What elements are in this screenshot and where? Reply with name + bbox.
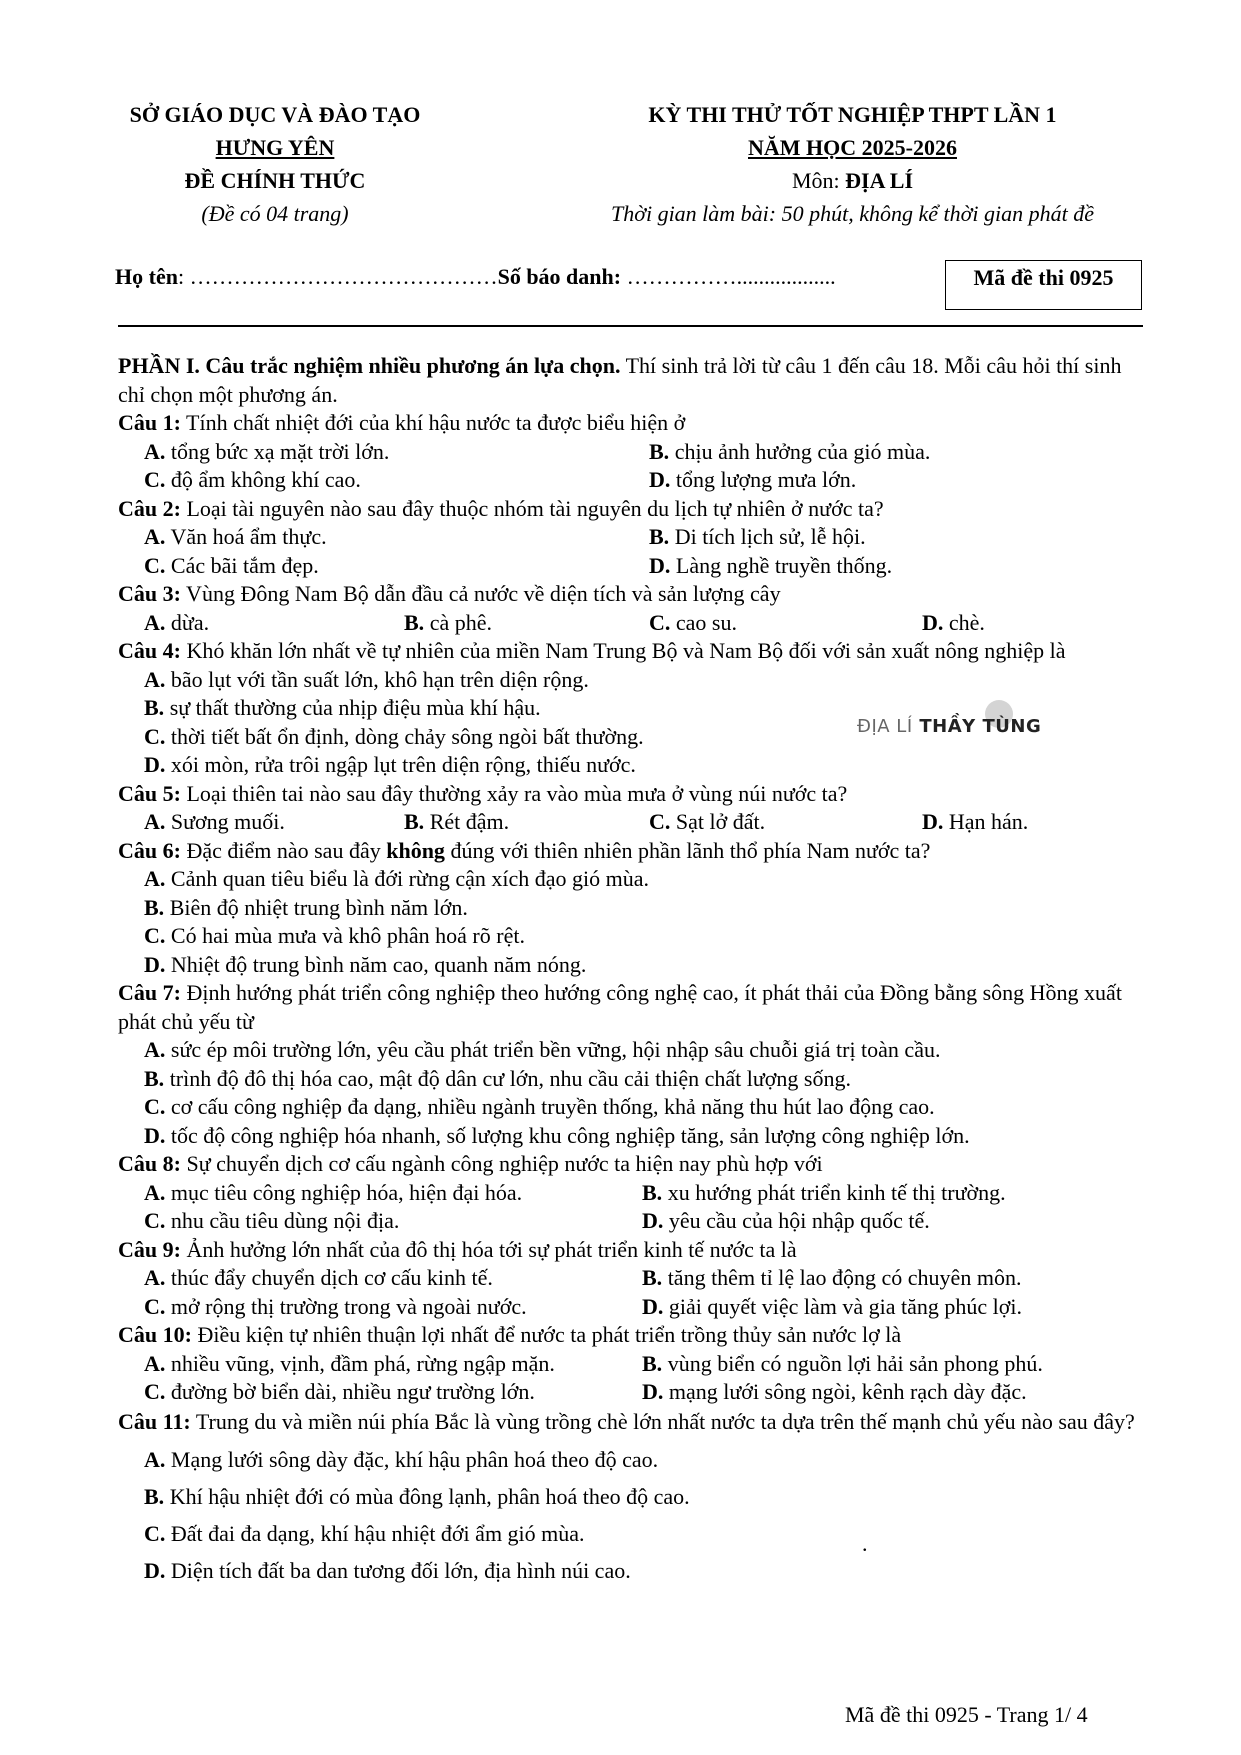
part1-heading: PHẦN I. Câu trắc nghiệm nhiều phương án lựa chọn. — [118, 353, 621, 378]
option-c[interactable]: C. thời tiết bất ổn định, dòng chảy sông ngòi bất thường. — [144, 723, 644, 749]
question-9 — [118, 1236, 1148, 1322]
question-label: Câu 7: — [118, 980, 181, 1005]
question-text: Tính chất nhiệt đới của khí hậu nước ta được biểu hiện ở — [180, 410, 686, 435]
questions-section — [118, 352, 1148, 1589]
option-c[interactable]: C. mở rộng thị trường trong và ngoài nước. — [144, 1293, 527, 1319]
question-text: Loại thiên tai nào sau đây thường xảy ra vào mùa mưa ở vùng núi nước ta? — [180, 780, 848, 806]
option-a[interactable]: A. nhiều vũng, vịnh, đầm phá, rừng ngập mặn. — [144, 1350, 555, 1376]
option-a[interactable]: A. dừa. — [144, 609, 210, 635]
option-d[interactable]: D. xói mòn, rửa trôi ngập lụt trên diện rộng, thiếu nước. — [144, 752, 636, 777]
watermark-text: ĐỊA LÍ THẦY TÙNG — [857, 716, 1042, 737]
option-d[interactable]: D. mạng lưới sông ngòi, kênh rạch dày đặc. — [642, 1379, 1027, 1404]
question-text: Đặc điểm nào sau đây — [180, 837, 387, 863]
option-c[interactable]: C. cao su. — [649, 609, 737, 635]
option-b[interactable]: B. cà phê. — [404, 609, 492, 635]
question-label: Câu 1: — [118, 410, 181, 435]
option-b[interactable]: B. Rét đậm. — [404, 809, 510, 834]
question-7 — [118, 979, 1148, 1150]
question-label: Câu 9: — [118, 1236, 181, 1262]
question-label: Câu 6: — [118, 837, 181, 863]
option-c[interactable]: C. Đất đai đa dạng, khí hậu nhiệt đới ẩm gió mùa. — [144, 1520, 585, 1546]
option-a[interactable]: A. Văn hoá ẩm thực. — [144, 524, 327, 549]
question-2 — [118, 495, 1148, 581]
exam-title: KỲ THI THỬ TỐT NGHIỆP THPT LẦN 1 — [648, 102, 1057, 127]
province-name: HƯNG YÊN — [215, 135, 335, 160]
option-b[interactable]: B. Khí hậu nhiệt đới có mùa đông lạnh, phân hoá theo độ cao. — [144, 1483, 690, 1509]
option-c[interactable]: C. đường bờ biển dài, nhiều ngư trường lớn. — [144, 1379, 535, 1404]
subject-label: Môn: — [791, 168, 846, 193]
question-5 — [118, 780, 1148, 837]
option-d[interactable]: D. Làng nghề truyền thống. — [649, 552, 893, 578]
option-d[interactable]: D. Diện tích đất ba dan tương đối lớn, địa hình núi cao. — [144, 1557, 631, 1583]
question-label: Câu 8: — [118, 1151, 181, 1176]
option-d[interactable]: D. Hạn hán. — [922, 809, 1029, 834]
option-a[interactable]: A. mục tiêu công nghiệp hóa, hiện đại hóa. — [144, 1179, 523, 1205]
question-10 — [118, 1321, 1148, 1407]
option-b[interactable]: B. vùng biển có nguồn lợi hải sản phong phú. — [642, 1350, 1043, 1376]
option-a[interactable]: A. sức ép môi trường lớn, yêu cầu phát triển bền vững, hội nhập sâu chuỗi giá trị toàn cầu. — [144, 1037, 941, 1062]
option-c[interactable]: C. Sạt lở đất. — [649, 809, 766, 834]
part1-intro — [118, 352, 1148, 409]
option-b[interactable]: B. tăng thêm tỉ lệ lao động có chuyên môn. — [642, 1265, 1022, 1290]
official-label: ĐỀ CHÍNH THỨC — [184, 168, 366, 193]
page-count-note: (Đề có 04 trang) — [201, 201, 349, 226]
question-label: Câu 10: — [118, 1322, 192, 1347]
option-b[interactable]: B. sự thất thường của nhịp điệu mùa khí hậu. — [144, 695, 541, 720]
school-year: NĂM HỌC 2025-2026 — [748, 135, 957, 160]
question-label: Câu 5: — [118, 780, 181, 806]
option-d[interactable]: D. tổng lượng mưa lớn. — [649, 467, 857, 492]
option-c[interactable]: C. Có hai mùa mưa và khô phân hoá rõ rệt. — [144, 923, 525, 948]
candidate-info-line — [115, 262, 836, 292]
page-footer: Mã đề thi 0925 - Trang 1/ 4 — [845, 1702, 1088, 1727]
subject-line — [560, 164, 1145, 197]
option-a[interactable]: A. tổng bức xạ mặt trời lớn. — [144, 438, 390, 464]
option-a[interactable]: A. Mạng lưới sông dày đặc, khí hậu phân hoá theo độ cao. — [144, 1446, 659, 1472]
name-field[interactable]: : …………………………………… — [177, 264, 498, 289]
option-d[interactable]: D. tốc độ công nghiệp hóa nhanh, số lượng khu công nghiệp tăng, sản lượng công nghiệp lớn. — [144, 1122, 970, 1148]
question-text: Định hướng phát triển công nghiệp theo hướng công nghệ cao, ít phát thải của Đồng bằng sông Hồng xuất phát chủ yếu từ — [118, 980, 1122, 1034]
option-b[interactable]: B. Di tích lịch sử, lễ hội. — [649, 524, 866, 549]
option-c[interactable]: C. cơ cấu công nghiệp đa dạng, nhiều ngành truyền thống, khả năng thu hút lao động cao. — [144, 1094, 935, 1119]
question-8 — [118, 1150, 1148, 1236]
part1-instruction: Thí sinh trả lời từ câu 1 đến câu 18. Mỗi câu hỏi thí sinh chỉ chọn một phương án. — [118, 353, 1122, 407]
question-3 — [118, 580, 1148, 637]
question-text-end: đúng với thiên nhiên phần lãnh thổ phía Nam nước ta? — [444, 837, 931, 863]
question-text: Vùng Đông Nam Bộ dẫn đầu cả nước về diện tích và sản lượng cây — [180, 581, 781, 606]
option-b[interactable]: B. Biên độ nhiệt trung bình năm lớn. — [144, 894, 468, 920]
question-11 — [118, 1407, 1148, 1589]
question-label: Câu 2: — [118, 495, 181, 521]
negation-emphasis: không — [386, 837, 445, 863]
sbd-field[interactable]: …………….................. — [621, 264, 836, 289]
subject-name: ĐỊA LÍ — [845, 168, 914, 193]
question-text: Loại tài nguyên nào sau đây thuộc nhóm tài nguyên du lịch tự nhiên ở nước ta? — [180, 495, 884, 521]
time-note: Thời gian làm bài: 50 phút, không kể thời gian phát đề — [610, 201, 1094, 226]
option-c[interactable]: C. độ ẩm không khí cao. — [144, 467, 361, 492]
option-c[interactable]: C. nhu cầu tiêu dùng nội địa. — [144, 1208, 400, 1233]
option-a[interactable]: A. thúc đẩy chuyển dịch cơ cấu kinh tế. — [144, 1265, 493, 1290]
stray-mark: . — [862, 1531, 868, 1556]
option-b[interactable]: B. chịu ảnh hưởng của gió mùa. — [649, 438, 931, 464]
watermark-logo — [855, 708, 1042, 748]
option-b[interactable]: B. xu hướng phát triển kinh tế thị trường. — [642, 1179, 1006, 1205]
question-label: Câu 11: — [118, 1408, 191, 1434]
question-label: Câu 4: — [118, 638, 181, 663]
exam-code: Mã đề thi 0925 — [973, 265, 1114, 290]
header-right — [560, 98, 1145, 230]
option-d[interactable]: D. giải quyết việc làm và gia tăng phúc lợi. — [642, 1293, 1023, 1319]
department-name: SỞ GIÁO DỤC VÀ ĐÀO TẠO — [129, 102, 421, 127]
option-c[interactable]: C. Các bãi tắm đẹp. — [144, 552, 319, 578]
question-text: Điều kiện tự nhiên thuận lợi nhất để nước ta phát triển trồng thủy sản nước lợ là — [191, 1322, 902, 1347]
question-text: Trung du và miền núi phía Bắc là vùng trồng chè lớn nhất nước ta dựa trên thế mạnh chủ yếu nào sau đây? — [190, 1408, 1135, 1434]
question-label: Câu 3: — [118, 581, 181, 606]
option-a[interactable]: A. Cảnh quan tiêu biểu là đới rừng cận xích đạo gió mùa. — [144, 866, 649, 891]
option-b[interactable]: B. trình độ đô thị hóa cao, mật độ dân cư lớn, nhu cầu cải thiện chất lượng sống. — [144, 1065, 851, 1091]
question-text: Khó khăn lớn nhất về tự nhiên của miền Nam Trung Bộ và Nam Bộ đối với sản xuất nông nghiệp là — [180, 638, 1066, 663]
option-a[interactable]: A. bão lụt với tần suất lớn, khô hạn trên diện rộng. — [144, 666, 589, 692]
option-d[interactable]: D. yêu cầu của hội nhập quốc tế. — [642, 1208, 930, 1233]
question-1 — [118, 409, 1148, 495]
question-6 — [118, 837, 1148, 980]
exam-code-box — [945, 260, 1142, 310]
name-label: Họ tên — [115, 264, 178, 289]
header-left — [115, 98, 435, 230]
sbd-label: Số báo danh: — [497, 264, 622, 289]
header-divider — [118, 325, 1143, 327]
option-a[interactable]: A. Sương muối. — [144, 809, 285, 834]
option-d[interactable]: D. chè. — [922, 609, 985, 635]
question-text: Sự chuyển dịch cơ cấu ngành công nghiệp nước ta hiện nay phù hợp với — [180, 1151, 823, 1176]
option-d[interactable]: D. Nhiệt độ trung bình năm cao, quanh năm nóng. — [144, 951, 587, 977]
question-text: Ảnh hưởng lớn nhất của đô thị hóa tới sự phát triển kinh tế nước ta là — [180, 1236, 797, 1262]
